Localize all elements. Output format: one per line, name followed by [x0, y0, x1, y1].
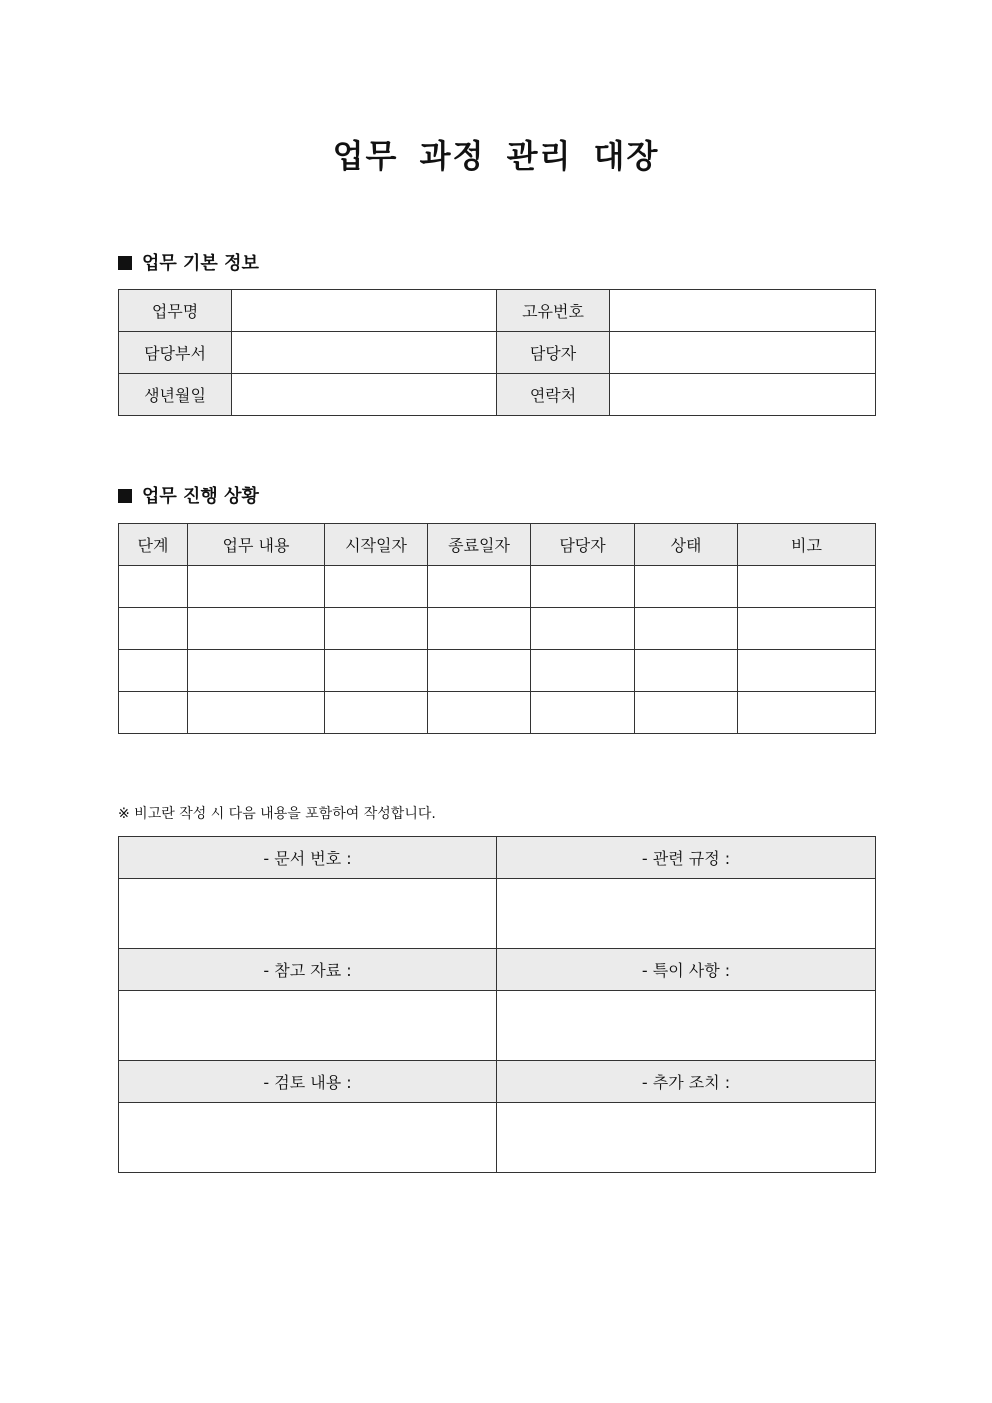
basic-info-heading	[118, 251, 259, 277]
progress-heading	[118, 484, 259, 510]
task-name-field[interactable]	[232, 290, 497, 332]
table-cell[interactable]	[531, 608, 635, 650]
additional-action-field[interactable]	[497, 1103, 876, 1173]
table-cell[interactable]	[188, 608, 325, 650]
birth-date-label: 생년월일	[119, 374, 232, 416]
department-field[interactable]	[232, 332, 497, 374]
review-content-label: - 검토 내용 :	[119, 1061, 497, 1103]
table-cell[interactable]	[119, 608, 188, 650]
table-cell[interactable]	[428, 566, 531, 608]
review-content-field[interactable]	[119, 1103, 497, 1173]
contact-field[interactable]	[610, 374, 876, 416]
progress-heading-text: 업무 진행 상황	[142, 486, 259, 507]
table-header-row	[119, 949, 876, 991]
column-header-remarks: 비고	[738, 524, 876, 566]
table-row	[119, 650, 876, 692]
table-row	[119, 332, 876, 374]
table-cell[interactable]	[428, 608, 531, 650]
table-row	[119, 991, 876, 1061]
column-header-person-in-charge: 담당자	[531, 524, 635, 566]
table-header-row	[119, 1061, 876, 1103]
column-header-end-date: 종료일자	[428, 524, 531, 566]
square-bullet-icon	[118, 256, 132, 270]
unique-number-label: 고유번호	[497, 290, 610, 332]
document-number-field[interactable]	[119, 879, 497, 949]
basic-info-table	[118, 289, 876, 416]
table-cell[interactable]	[738, 650, 876, 692]
document-title: 업무 과정 관리 대장	[332, 137, 660, 175]
table-header-row	[119, 524, 876, 566]
table-cell[interactable]	[531, 566, 635, 608]
document-number-label: - 문서 번호 :	[119, 837, 497, 879]
table-cell[interactable]	[325, 608, 428, 650]
table-cell[interactable]	[428, 692, 531, 734]
table-row	[119, 692, 876, 734]
table-row	[119, 566, 876, 608]
column-header-start-date: 시작일자	[325, 524, 428, 566]
table-cell[interactable]	[119, 650, 188, 692]
table-cell[interactable]	[635, 608, 738, 650]
basic-info-heading-text: 업무 기본 정보	[142, 253, 259, 274]
table-cell[interactable]	[188, 650, 325, 692]
column-header-status: 상태	[635, 524, 738, 566]
person-in-charge-label: 담당자	[497, 332, 610, 374]
table-row	[119, 1103, 876, 1173]
table-row	[119, 290, 876, 332]
additional-action-label: - 추가 조치 :	[497, 1061, 876, 1103]
table-cell[interactable]	[738, 566, 876, 608]
unique-number-field[interactable]	[610, 290, 876, 332]
table-cell[interactable]	[119, 566, 188, 608]
contact-label: 연락처	[497, 374, 610, 416]
table-cell[interactable]	[738, 692, 876, 734]
column-header-task-content: 업무 내용	[188, 524, 325, 566]
table-cell[interactable]	[188, 692, 325, 734]
table-cell[interactable]	[635, 650, 738, 692]
table-cell[interactable]	[531, 692, 635, 734]
department-label: 담당부서	[119, 332, 232, 374]
special-notes-field[interactable]	[497, 991, 876, 1061]
table-cell[interactable]	[635, 566, 738, 608]
table-cell[interactable]	[325, 566, 428, 608]
table-row	[119, 608, 876, 650]
reference-material-field[interactable]	[119, 991, 497, 1061]
task-name-label: 업무명	[119, 290, 232, 332]
remarks-table	[118, 836, 876, 1173]
reference-material-label: - 참고 자료 :	[119, 949, 497, 991]
table-row	[119, 879, 876, 949]
related-regulation-field[interactable]	[497, 879, 876, 949]
table-cell[interactable]	[531, 650, 635, 692]
birth-date-field[interactable]	[232, 374, 497, 416]
table-row	[119, 374, 876, 416]
table-header-row	[119, 837, 876, 879]
table-cell[interactable]	[325, 650, 428, 692]
column-header-stage: 단계	[119, 524, 188, 566]
table-cell[interactable]	[119, 692, 188, 734]
table-cell[interactable]	[738, 608, 876, 650]
square-bullet-icon	[118, 489, 132, 503]
related-regulation-label: - 관련 규정 :	[497, 837, 876, 879]
special-notes-label: - 특이 사항 :	[497, 949, 876, 991]
table-cell[interactable]	[635, 692, 738, 734]
remarks-instruction: ※ 비고란 작성 시 다음 내용을 포함하여 작성합니다.	[118, 806, 436, 822]
table-cell[interactable]	[188, 566, 325, 608]
table-cell[interactable]	[428, 650, 531, 692]
person-in-charge-field[interactable]	[610, 332, 876, 374]
table-cell[interactable]	[325, 692, 428, 734]
progress-table	[118, 523, 876, 734]
